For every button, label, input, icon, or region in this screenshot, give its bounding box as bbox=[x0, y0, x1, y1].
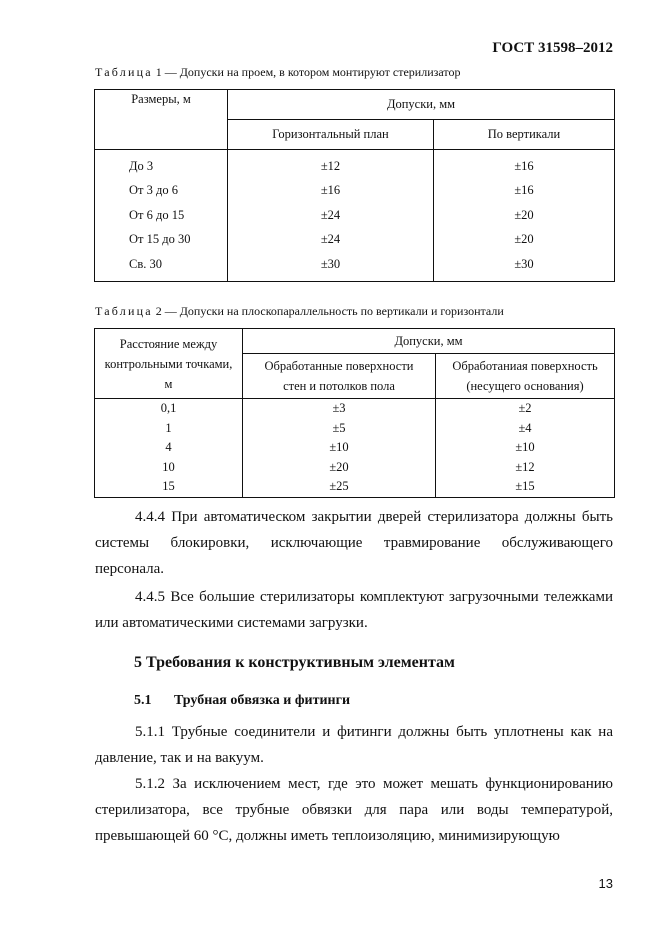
table-row bbox=[95, 438, 615, 458]
table2-header-base-line2: (несущего основания) bbox=[466, 379, 584, 393]
table2-base: ±10 bbox=[436, 438, 615, 458]
clause-5-1-2 bbox=[95, 771, 613, 849]
table2-base: ±15 bbox=[436, 477, 615, 497]
table1-horizontal: ±12 bbox=[228, 150, 434, 179]
table2-caption bbox=[95, 304, 504, 319]
clause-4-4-5-text: 4.4.5 Все большие стерилизаторы комплектуют загрузочными тележками или автоматическими системами загрузки. bbox=[95, 589, 613, 631]
table1-header-tolerances: Допуски, мм bbox=[228, 90, 615, 120]
table1-caption-text: 1 — Допуски на проем, в котором монтируют стерилизатор bbox=[152, 65, 461, 79]
table-row bbox=[95, 252, 615, 281]
table2-header-walls bbox=[243, 354, 436, 399]
table1-vertical: ±30 bbox=[434, 252, 615, 281]
table-row bbox=[95, 179, 615, 204]
table2-header-base bbox=[436, 354, 615, 399]
table-row bbox=[95, 458, 615, 478]
table2-walls: ±10 bbox=[243, 438, 436, 458]
clause-4-4-5 bbox=[95, 584, 613, 636]
table2 bbox=[94, 328, 615, 498]
table1-vertical: ±20 bbox=[434, 203, 615, 228]
clause-5-1-1-text: 5.1.1 Трубные соединители и фитинги должны быть уплотнены как на давление, так и на вакуум. bbox=[95, 724, 613, 766]
table2-distance: 10 bbox=[162, 459, 175, 474]
table1-horizontal: ±16 bbox=[228, 179, 434, 204]
table2-caption-text: 2 — Допуски на плоскопараллельность по вертикали и горизонтали bbox=[152, 304, 504, 318]
table2-distance: 15 bbox=[162, 479, 175, 494]
table2-walls: ±25 bbox=[243, 477, 436, 497]
table2-walls: ±5 bbox=[243, 419, 436, 439]
table1-size: От 15 до 30 bbox=[129, 232, 191, 247]
table1-size: От 3 до 6 bbox=[129, 183, 178, 198]
table1-size: Св. 30 bbox=[129, 256, 162, 271]
table2-base: ±2 bbox=[436, 399, 615, 419]
table1-header-horizontal: Горизонтальный план bbox=[228, 120, 434, 150]
table1-header-sizes: Размеры, м bbox=[95, 90, 228, 150]
table1-horizontal: ±24 bbox=[228, 203, 434, 228]
table2-header-walls-line2: стен и потолков пола bbox=[283, 379, 395, 393]
subsection-5-1-heading bbox=[134, 693, 350, 709]
section-5-heading: 5 Требования к конструктивным элементам bbox=[134, 654, 455, 671]
table-row bbox=[95, 203, 615, 228]
clause-5-1-1 bbox=[95, 719, 613, 771]
table2-distance: 1 bbox=[165, 420, 172, 435]
table-row bbox=[95, 228, 615, 253]
table1-horizontal: ±24 bbox=[228, 228, 434, 253]
table2-walls: ±20 bbox=[243, 458, 436, 478]
table2-header-distance-line2: контрольными точками, bbox=[104, 356, 233, 371]
table1-size: До 3 bbox=[129, 158, 154, 173]
table-row bbox=[95, 419, 615, 439]
table1 bbox=[94, 89, 615, 282]
page-number: 13 bbox=[598, 876, 613, 891]
table2-base: ±12 bbox=[436, 458, 615, 478]
subsection-5-1-title: Трубная обвязка и фитинги bbox=[174, 693, 351, 708]
table2-caption-word: Таблица bbox=[95, 304, 153, 318]
table2-base: ±4 bbox=[436, 419, 615, 439]
table1-horizontal: ±30 bbox=[228, 252, 434, 281]
table1-caption-word: Таблица bbox=[95, 65, 153, 79]
table2-walls: ±3 bbox=[243, 399, 436, 419]
clause-5-1-2-text: 5.1.2 За исключением мест, где это может мешать функционированию стерилизатора, все трубные обвязки для пара или воды температурой, превышающей 60 °С, должны иметь теплоизоляцию, минимизирующую bbox=[95, 776, 613, 844]
table1-vertical: ±16 bbox=[434, 150, 615, 179]
table-row bbox=[95, 399, 615, 419]
table1-header-vertical: По вертикали bbox=[434, 120, 615, 150]
subsection-5-1-number: 5.1 bbox=[134, 693, 152, 708]
document-code: ГОСТ 31598–2012 bbox=[492, 40, 613, 56]
table2-header-distance-line3: м bbox=[164, 376, 173, 391]
clause-4-4-4 bbox=[95, 504, 613, 582]
table1-vertical: ±16 bbox=[434, 179, 615, 204]
table1-vertical: ±20 bbox=[434, 228, 615, 253]
table1-caption bbox=[95, 65, 460, 80]
table2-header-distance bbox=[95, 329, 243, 399]
table2-header-walls-line1: Обработанные поверхности bbox=[264, 359, 414, 373]
table2-distance: 0,1 bbox=[160, 401, 177, 416]
table2-distance: 4 bbox=[165, 440, 172, 455]
table-row bbox=[95, 150, 615, 179]
clause-4-4-4-text: 4.4.4 При автоматическом закрытии дверей стерилизатора должны быть системы блокировки, исключающие травмирование обслуживающего персонала. bbox=[95, 509, 613, 577]
table-row bbox=[95, 477, 615, 497]
table2-header-distance-line1: Расстояние между bbox=[119, 336, 218, 351]
table2-header-tolerances: Допуски, мм bbox=[243, 329, 615, 354]
table2-header-base-line1: Обработаниая поверхность bbox=[452, 359, 598, 373]
table1-size: От 6 до 15 bbox=[129, 207, 185, 222]
